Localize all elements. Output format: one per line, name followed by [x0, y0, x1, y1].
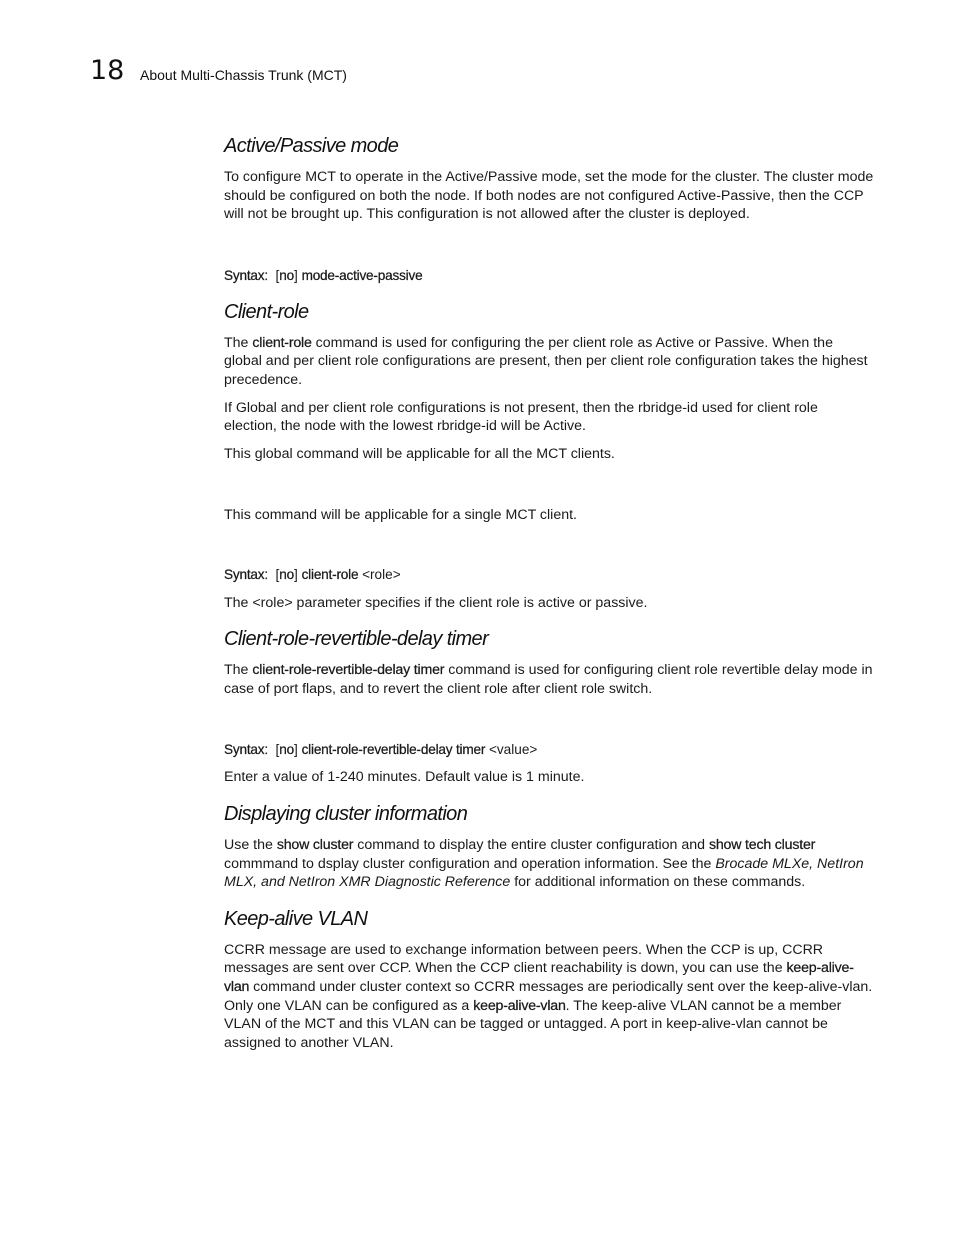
- page-body: [224, 133, 874, 1062]
- text-run: for additional information on these commands.: [510, 874, 806, 891]
- paragraph: [224, 661, 874, 698]
- text-run: command is used for configuring client role revertible delay mode in case of port flaps, and to revert the client role after client role switch.: [224, 662, 873, 697]
- section-heading: Active/Passive mode: [224, 135, 399, 157]
- command-name: show tech cluster: [708, 837, 816, 854]
- syntax-bracket-close: ]: [294, 742, 298, 758]
- command-name: client-role: [252, 334, 312, 351]
- command-name: client-role-revertible-delay timer: [252, 662, 445, 679]
- syntax-bracket-close: ]: [294, 567, 298, 583]
- text-run: Use the: [224, 837, 277, 854]
- syntax-parameter: <role>: [362, 567, 401, 583]
- syntax-bracket-open: [: [275, 742, 280, 758]
- section-revertible-delay: [224, 626, 874, 787]
- section-active-passive: [224, 133, 874, 285]
- command-name: keep-alive-vlan: [473, 997, 566, 1014]
- section-heading: Client-role: [224, 300, 309, 323]
- syntax-line: [224, 566, 874, 584]
- syntax-bracket-open: [: [275, 267, 280, 283]
- syntax-no-keyword: no: [279, 742, 295, 758]
- section-heading: Client-role-revertible-delay timer: [224, 628, 489, 651]
- syntax-label: Syntax:: [224, 567, 268, 583]
- syntax-no-keyword: no: [279, 567, 295, 583]
- paragraph: This command will be applicable for a single MCT client.: [224, 506, 577, 523]
- text-run: command to display the entire cluster configuration and: [353, 837, 709, 854]
- paragraph: [224, 941, 874, 1053]
- text-run: . The keep-alive VLAN cannot be a member VLAN of the MCT and this VLAN can be tagged or untagged. A port in keep-alive-vlan cannot be assigned to another VLAN.: [224, 997, 842, 1051]
- command-name: keep-alive-vlan: [224, 960, 854, 996]
- syntax-command: client-role: [301, 567, 359, 583]
- chapter-number: 18: [90, 55, 125, 86]
- text-run: The: [224, 334, 253, 351]
- syntax-line: [224, 741, 874, 759]
- paragraph: The <role> parameter specifies if the client role is active or passive.: [224, 594, 648, 611]
- reference-title: Brocade MLXe, NetIron MLX, and NetIron XMR Diagnostic Reference: [224, 855, 864, 891]
- text-run: command is used for configuring the per client role as Active or Passive. When the global and per client role configurations are present, then per client role configuration takes the highest precedence.: [224, 334, 868, 388]
- text-run: CCRR message are used to exchange information between peers. When the CCP is up, CCRR messages are sent over CCP. When the CCP client reachability is down, you can use the: [224, 941, 824, 977]
- paragraph: To configure MCT to operate in the Active/Passive mode, set the mode for the cluster. The cluster mode should be configured on both the node. If both nodes are not configured Active-Passive, then the CCP will not be brought up. This configuration is not allowed after the cluster is deployed.: [224, 169, 874, 223]
- syntax-bracket-close: ]: [294, 267, 298, 283]
- text-run: command under cluster context so CCRR messages are periodically sent over the keep-alive-vlan. Only one VLAN can be configured as a: [224, 979, 873, 1014]
- section-heading: Keep-alive VLAN: [224, 907, 368, 930]
- running-head: About Multi-Chassis Trunk (MCT): [140, 67, 347, 83]
- section-display-cluster: [224, 801, 874, 892]
- syntax-no-keyword: no: [279, 267, 295, 283]
- syntax-command: client-role-revertible-delay timer: [301, 742, 486, 758]
- text-run: commmand to dsplay cluster configuration and operation information. See the: [224, 855, 716, 872]
- paragraph: Enter a value of 1-240 minutes. Default value is 1 minute.: [224, 769, 585, 786]
- paragraph: [224, 836, 874, 892]
- syntax-line: [224, 267, 874, 285]
- command-name: show cluster: [276, 837, 354, 854]
- paragraph: This global command will be applicable for all the MCT clients.: [224, 446, 615, 463]
- syntax-label: Syntax:: [224, 742, 268, 758]
- syntax-label: Syntax:: [224, 267, 268, 283]
- text-run: The: [224, 662, 253, 679]
- syntax-parameter: <value>: [488, 742, 538, 758]
- section-keep-alive-vlan: [224, 906, 874, 1053]
- paragraph: [224, 334, 874, 390]
- section-client-role: [224, 299, 874, 612]
- syntax-command: mode-active-passive: [301, 267, 423, 283]
- syntax-bracket-open: [: [275, 567, 280, 583]
- section-heading: Displaying cluster information: [224, 803, 468, 826]
- paragraph: If Global and per client role configurations is not present, then the rbridge-id used for client role election, the node with the lowest rbridge-id will be Active.: [224, 399, 818, 435]
